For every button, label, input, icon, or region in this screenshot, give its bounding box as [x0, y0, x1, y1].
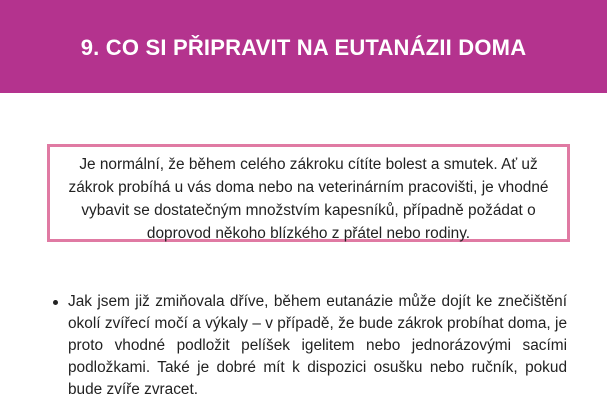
- bullet-text: Jak jsem již zmiňovala dříve, během eutanázie může dojít ke znečištění okolí zvířecí močí a výkaly – v případě, že bude zákrok probíhat doma, je proto vhodné podložit pelíšek igelitem nebo jednorázovými sacími podložkami. Také je dobré mít k dispozici osušku nebo ručník, pokud bude zvíře zvracet.: [68, 293, 567, 398]
- bullet-list: [52, 291, 567, 401]
- section-header-banner: [0, 0, 607, 93]
- bullet-dot-icon: [53, 300, 58, 305]
- note-text: Je normální, že během celého zákroku cítíte bolest a smutek. Ať už zákrok probíhá u vás doma nebo na veterinárním pracovišti, je vhodné vybavit se dostatečným množstvím kapesníků, případně požádat o doprovod někoho blízkého z přátel nebo rodiny.: [68, 156, 549, 242]
- bullet-item: [52, 291, 567, 401]
- highlight-note-box: [47, 144, 570, 242]
- section-title: 9. CO SI PŘIPRAVIT NA EUTANÁZII DOMA: [80, 34, 527, 60]
